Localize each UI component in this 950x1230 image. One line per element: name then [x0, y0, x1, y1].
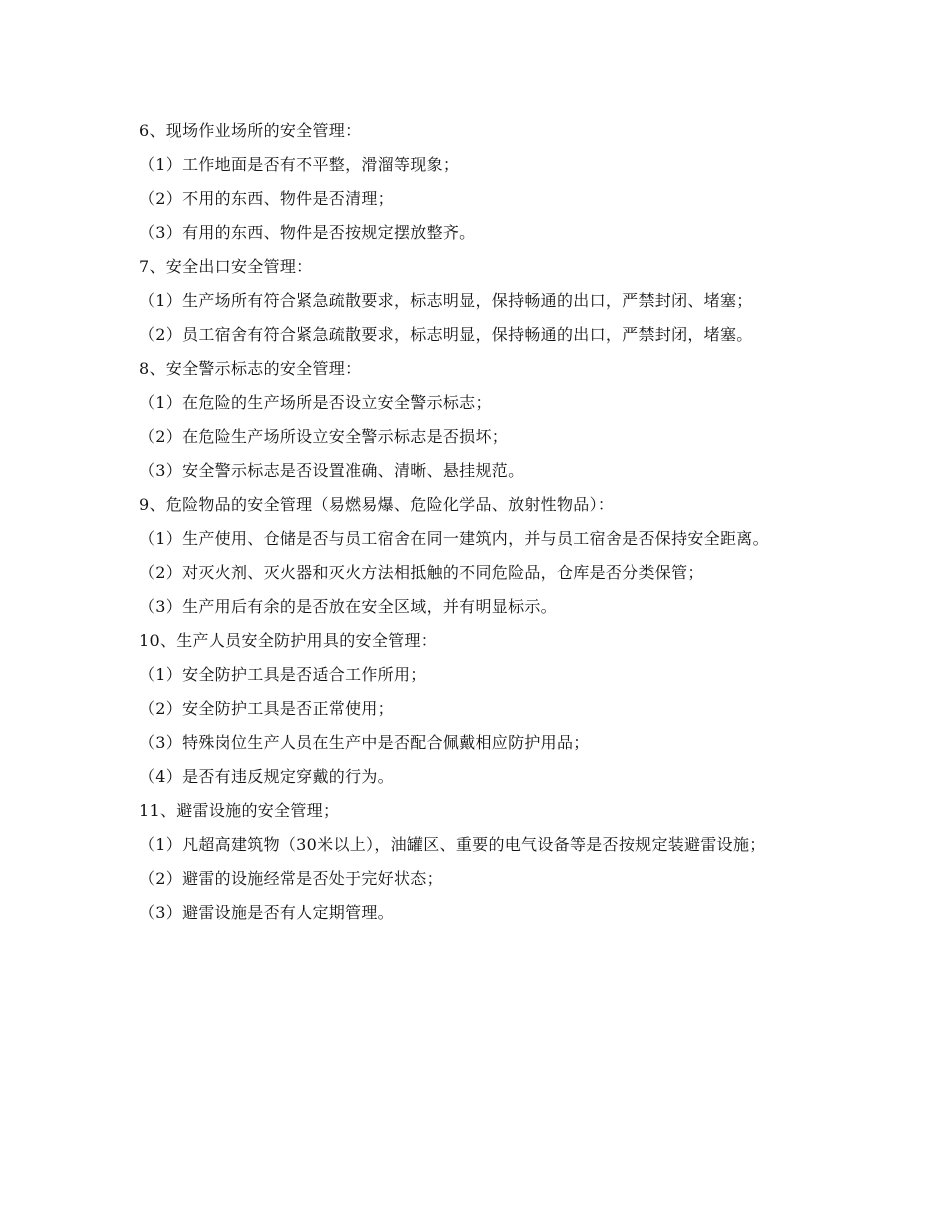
section-6: [139, 114, 819, 250]
section-heading: 10、生产人员安全防护用具的安全管理：: [139, 631, 438, 650]
list-item: （3）生产用后有余的是否放在安全区域，并有明显标示。: [139, 597, 557, 616]
list-item: （1）生产场所有符合紧急疏散要求，标志明显，保持畅通的出口，严禁封闭、堵塞；: [139, 291, 753, 310]
document-body: [139, 114, 819, 930]
section-7: [139, 250, 819, 352]
section-8: [139, 352, 819, 488]
section-heading: 11、避雷设施的安全管理；: [139, 801, 340, 820]
list-item: （3）有用的东西、物件是否按规定摆放整齐。: [139, 223, 476, 242]
list-item: （2）避雷的设施经常是否处于完好状态；: [139, 869, 443, 888]
section-heading: 6、现场作业场所的安全管理：: [139, 121, 362, 140]
list-item: （2）在危险生产场所设立安全警示标志是否损坏；: [139, 427, 509, 446]
list-item: （1）工作地面是否有不平整，滑溜等现象；: [139, 155, 460, 174]
list-item: （1）在危险的生产场所是否设立安全警示标志；: [139, 393, 492, 412]
list-item: （4）是否有违反规定穿戴的行为。: [139, 767, 394, 786]
list-item: （2）员工宿舍有符合紧急疏散要求，标志明显，保持畅通的出口，严禁封闭，堵塞。: [139, 325, 753, 344]
list-item: （3）特殊岗位生产人员在生产中是否配合佩戴相应防护用品；: [139, 733, 590, 752]
list-item: （1）生产使用、仓储是否与员工宿舍在同一建筑内，并与员工宿舍是否保持安全距离。: [139, 529, 769, 548]
list-item: （2）对灭火剂、灭火器和灭火方法相抵触的不同危险品，仓库是否分类保管；: [139, 563, 704, 582]
list-item: （3）避雷设施是否有人定期管理。: [139, 903, 394, 922]
list-item: （3）安全警示标志是否设置准确、清晰、悬挂规范。: [139, 461, 525, 480]
list-item: （2）安全防护工具是否正常使用；: [139, 699, 394, 718]
section-heading: 7、安全出口安全管理：: [139, 257, 313, 276]
section-9: [139, 488, 819, 624]
list-item: （2）不用的东西、物件是否清理；: [139, 189, 394, 208]
list-item: （1）凡超高建筑物（30米以上），油罐区、重要的电气设备等是否按规定装避雷设施；: [139, 835, 766, 854]
section-heading: 9、危险物品的安全管理（易燃易爆、危险化学品、放射性物品）：: [139, 495, 615, 514]
section-heading: 8、安全警示标志的安全管理：: [139, 359, 362, 378]
section-10: [139, 624, 819, 794]
section-11: [139, 794, 819, 930]
list-item: （1）安全防护工具是否适合工作所用；: [139, 665, 427, 684]
